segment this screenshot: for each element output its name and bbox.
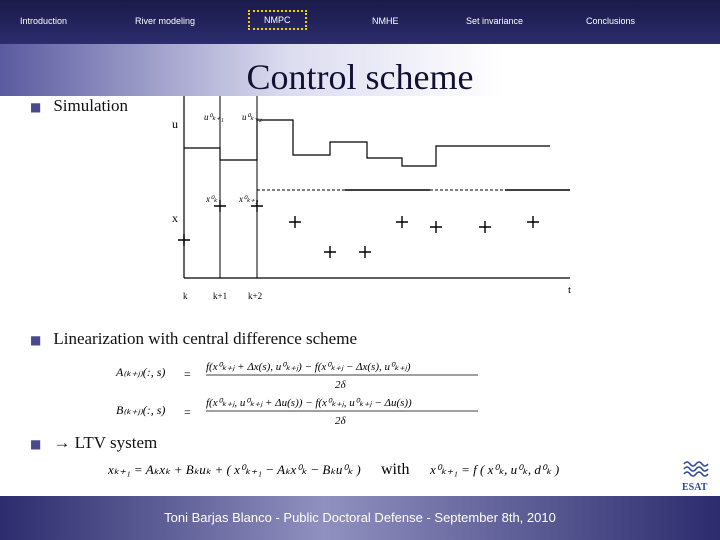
- equals-sign: =: [184, 367, 191, 381]
- nav-item-river-modeling[interactable]: River modeling: [135, 16, 196, 26]
- with-label: with: [381, 461, 410, 478]
- nav-item-conclusions[interactable]: Conclusions: [586, 16, 636, 26]
- u-label: u: [172, 117, 178, 131]
- a-denominator: 2δ: [335, 379, 346, 391]
- tick-label-k-plus-1: k+1: [213, 291, 228, 301]
- esat-logo-text: ESAT: [682, 482, 708, 493]
- state-marker: [479, 221, 491, 233]
- nominal-update-equation: x⁰ₖ₊₁ = f ( x⁰ₖ, u⁰ₖ, d⁰ₖ ): [430, 462, 560, 477]
- b-numerator: f(x⁰ₖ₊ⱼ, u⁰ₖ₊ⱼ + Δu(s)) − f(x⁰ₖ₊ⱼ, u⁰ₖ₊ⱼ − Δu(s)): [206, 397, 412, 409]
- a-numerator: f(x⁰ₖ₊ⱼ + Δx(s), u⁰ₖ₊ⱼ) − f(x⁰ₖ₊ⱼ − Δx(s), u⁰ₖ₊ⱼ): [206, 361, 411, 373]
- bullet-square-icon: ■: [30, 100, 42, 114]
- bullet-square-icon: ■: [30, 333, 42, 347]
- nav-item-nmpc[interactable]: NMPC: [248, 10, 307, 30]
- state-marker: [396, 216, 408, 228]
- a-matrix-term: A₍ₖ₊ⱼ₎(:, s): [116, 365, 166, 379]
- equals-sign: =: [184, 405, 191, 419]
- state-marker: [430, 221, 442, 233]
- linearization-equations: [110, 354, 490, 430]
- u-k-plus-1-label: u⁰ₖ₊₁: [204, 112, 224, 122]
- tick-label-k-plus-2: k+2: [248, 291, 263, 301]
- tick-label-k: k: [183, 291, 188, 301]
- bullet-linearization: ■ Linearization with central difference scheme: [30, 329, 357, 348]
- b-denominator: 2δ: [335, 415, 346, 427]
- t-label: t: [568, 284, 572, 296]
- b-matrix-term: B₍ₖ₊ⱼ₎(:, s): [116, 403, 166, 417]
- footer-text: Toni Barjas Blanco - Public Doctoral Defense - September 8th, 2010: [164, 510, 556, 525]
- x-k-label: x⁰ₖ: [206, 194, 218, 204]
- state-marker: [359, 246, 371, 258]
- x-k-plus-2-label: x⁰ₖ₊₂: [239, 194, 259, 204]
- nav-item-nmhe[interactable]: NMHE: [372, 16, 399, 26]
- slide-title: Control scheme: [246, 57, 474, 97]
- state-markers: [178, 200, 539, 258]
- u-k-plus-2-label: u⁰ₖ₊₂: [242, 112, 262, 122]
- x-label: x: [172, 211, 178, 225]
- ltv-update-equation: xₖ₊₁ = Aₖxₖ + Bₖuₖ + ( x⁰ₖ₊₁ − Aₖx⁰ₖ − Bₖu⁰ₖ ): [108, 462, 361, 477]
- state-marker: [178, 234, 190, 246]
- state-marker: [289, 216, 301, 228]
- bullet-simulation: ■ Simulation: [30, 96, 128, 115]
- nav-bar: [0, 0, 720, 44]
- input-signal: [184, 120, 550, 166]
- control-scheme-diagram: [160, 96, 580, 306]
- state-marker: [324, 246, 336, 258]
- nav-item-introduction[interactable]: Introduction: [20, 16, 68, 26]
- nav-item-set-invariance[interactable]: Set invariance: [466, 16, 524, 26]
- bullet-square-icon: ■: [30, 437, 42, 451]
- bullet-ltv-system: ■ → LTV system: [30, 433, 158, 452]
- footer-bar: [0, 496, 720, 540]
- esat-logo: [680, 458, 714, 494]
- state-marker: [527, 216, 539, 228]
- ltv-equation: [108, 452, 578, 486]
